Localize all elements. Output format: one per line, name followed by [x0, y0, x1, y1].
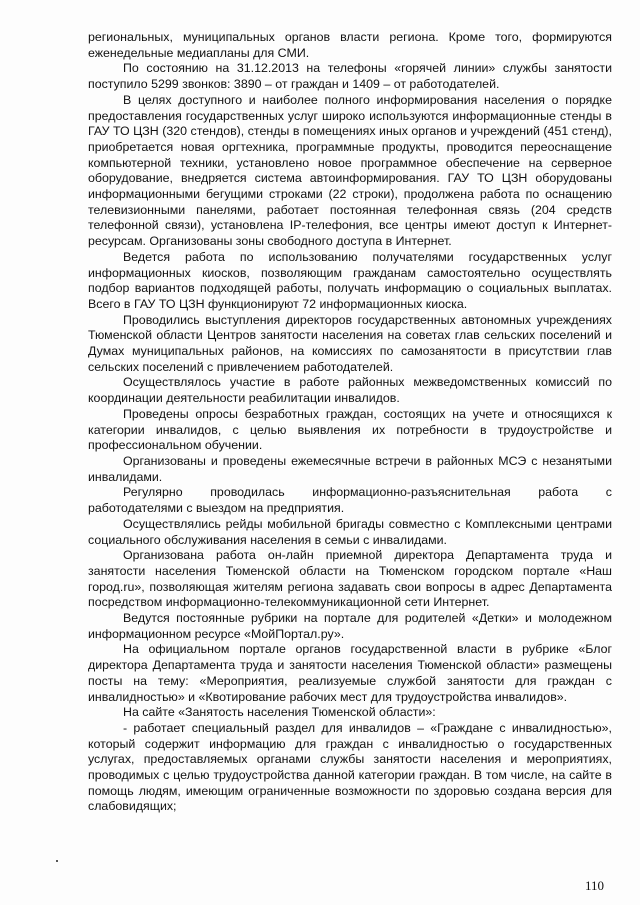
paragraph: Организована работа он-лайн приемной директора Департамента труда и занятости населения Тюменской области на Тюменском городском портале «Наш город.ru», позволяющая жителям региона задавать свои вопросы в адрес Департамента посредством информационно-телекоммуникационной сети Интернет. — [88, 548, 612, 610]
paragraph: Проводились выступления директоров государственных автономных учреждениях Тюменской области Центров занятости населения на советах глав сельских поселений и Думах муниципальных районов, на комиссиях по самозанятости в присутствии глав сельских поселений с привлечением работодателей. — [88, 312, 612, 374]
paragraph: Регулярно проводилась информационно-разъяснительная работа с работодателями с выездом на предприятия. — [88, 485, 612, 516]
paragraph: На сайте «Занятость населения Тюменской области»: — [123, 705, 436, 720]
scan-speck — [56, 860, 58, 862]
body-text — [88, 30, 612, 815]
paragraph: Проведены опросы безработных граждан, состоящих на учете и относящихся к категории инвалидов, с целью выявления их потребности в трудоустройстве и профессиональном обучении. — [88, 406, 612, 453]
paragraph: Ведется работа по использованию получателями государственных услуг информационных киосков, позволяющим гражданам самостоятельно осуществлять подбор вариантов подходящей работы, получать информацию о социальных выплатах. Всего в ГАУ ТО ЦЗН функционируют 72 информационных киоска. — [88, 249, 612, 311]
paragraph: Организованы и проведены ежемесячные встречи в районных МСЭ с незанятыми инвалидами. — [88, 453, 612, 484]
paragraph: - работает специальный раздел для инвалидов – «Граждане с инвалидностью», который содержит информацию для граждан с инвалидностью о государственных услугах, предоставляемых органами службы занятости населения и мероприятиях, проводимых с целью трудоустройства данной категории граждан. В том числе, на сайте в помощь людям, имеющим ограниченные возможности по здоровью создана версия для слабовидящих; — [88, 720, 612, 814]
paragraph: По состоянию на 31.12.2013 на телефоны «горячей линии» службы занятости поступило 5299 звонков: 3890 – от граждан и 1409 – от работодателей. — [88, 61, 612, 92]
paragraph: региональных, муниципальных органов власти региона. Кроме того, формируются еженедельные медиапланы для СМИ. — [88, 30, 612, 60]
paragraph: Осуществлялось участие в работе районных межведомственных комиссий по координации деятельности реабилитации инвалидов. — [88, 375, 612, 406]
paragraph: Осуществлялись рейды мобильной бригады совместно с Комплексными центрами социального обслуживания населения в семьи с инвалидами. — [88, 516, 612, 547]
paragraph: Ведутся постоянные рубрики на портале для родителей «Детки» и молодежном информационном ресурсе «МойПортал.ру». — [88, 611, 612, 641]
paragraph: В целях доступного и наиболее полного информирования населения о порядке предоставления государственных услуг широко используются информационные стенды в ГАУ ТО ЦЗН (320 стендов), стенды в помещениях иных органов и учреждений (451 стенд), приобретается новая оргтехника, программные продукты, проводится переоснащение компьютерной техники, установлено новое программное обеспечение на серверное оборудование, внедряется система автоинформирования. ГАУ ТО ЦЗН оборудованы информационными бегущими строками (22 строки), продолжена работа по оснащению телевизионными панелями, работает постоянная телефонная связь (204 средств телефонной связи), установлена IP-телефония, все центры имеют доступ к Интернет-ресурсам. Организованы зоны свободного доступа в Интернет. — [88, 92, 612, 249]
paragraph: На официальном портале органов государственной власти в рубрике «Блог директора Департамента труда и занятости населения Тюменской области» размещены посты на тему: «Мероприятия, реализуемые службой занятости для граждан с инвалидностью» и «Квотирование рабочих мест для трудоустройства инвалидов». — [88, 642, 612, 704]
page-number: 110 — [585, 878, 605, 893]
